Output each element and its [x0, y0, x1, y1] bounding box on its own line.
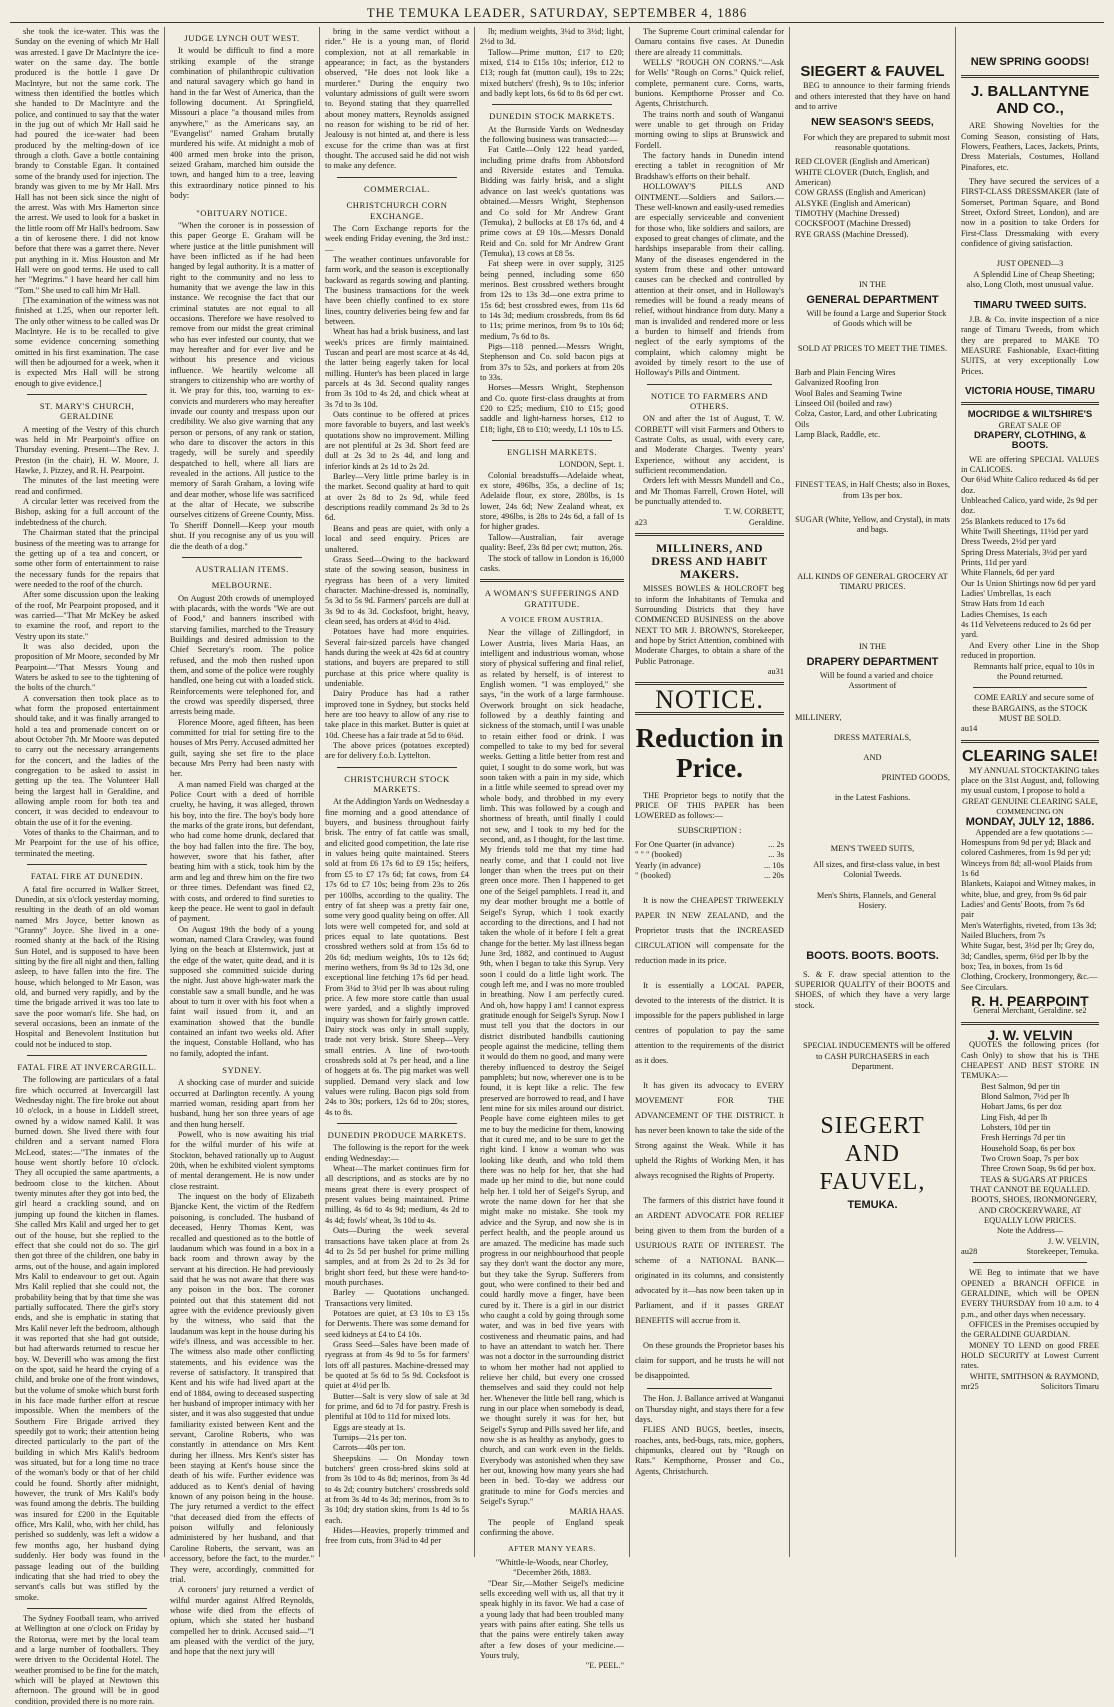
divider: [647, 384, 772, 385]
list-item: Our 6¼d White Calico reduced 4s 6d per doz.: [961, 475, 1099, 495]
list-item: Linseed Oil (boiled and raw): [795, 398, 892, 408]
list-item: in the Latest Fashions.: [834, 792, 911, 802]
list-item: Blankets, Kaiapoi and Witney makes, in white, blue, and grey, from 9s 6d pair: [961, 879, 1096, 899]
wells-ad: WELLS' "ROUGH ON CORNS."—Ask for Wells' "Rough on Corns." Quick relief, complete, permanent cure. Corns, warts, bunions. Kempthorne Prosser and Co. Agents, Christchurch.: [635, 58, 784, 109]
teas-line: FINEST TEAS, in Half Chests; also in Boxes, from 13s per box.: [795, 480, 950, 500]
great-sale-label: GREAT SALE OF: [998, 420, 1062, 430]
list-item: Lobsters, 10d per tin: [981, 1122, 1051, 1132]
stock-article: At the Addington Yards on Wednesday a fine morning and a good attendance of buyers, and business throughout fairly brisk. The entry of fat cattle was small, and elicited good competition, the late rise in values being quite maintained. Steers sold at from £6 17s 6d to £9 15s; heifers, from £5 to £7 17s 6d; fat cows, from £4 17s 6d to £7 10s; being from 23s to 26s per 100lbs, according to the quality. The entry of fat sheep was a pretty fair one, some very good quality being on offer. All lots were well competed for, and sold at prices equal to late quotations. Best crossbred wethers sold at from 15s 6d to 20s 6d; medium weights, 10s to 12s 6d; merino wethers, from 9s 3d to 12s 3d, one exceptional line fetching 17s 6d per head. From 3¼d to 3½d per lb was about ruling price. A few more store cattle than usual were yarded, and a slightly improved inquiry was shown for fairly grown cattle. Dairy stock was only in small supply, trade not very brisk. Store Sheep—Very small entries. A line of two-tooth crossbreds sold at 7s per head, and a line of hoggets at 6s. The pig market was well supplied. Demand very slack and low values were ruling. Bacon pigs sold from 24s to 30s; porkers, 12s 6d to 20s; stores, 4s to 8s.: [325, 797, 469, 1117]
farmers-orders: Orders left with Messrs Mundell and Co., and Mr Thomas Farrell, Crown Hotel, will be punctually attended to.: [635, 476, 784, 507]
list-item: Fresh Herrings 7d per tin: [981, 1133, 1066, 1143]
notice-heading: NOTICE.: [655, 685, 764, 715]
paragraph: Powell, who is now awaiting his trial for the wilful murder of his wife at Stockton, behaved rationally up to August 20th, when he exhibited violent symptoms of mental derangement. He is now under close restraint.: [170, 1130, 314, 1191]
trains-news: The trains north and south of Wanganui were unable to get through on Friday morning owing to slips at Brunswick and Fordell.: [635, 109, 784, 150]
list-item: White Twill Sheetings, 11½d per yard: [961, 527, 1089, 537]
divider: [961, 1022, 1099, 1025]
mocridge-intro: WE are offering SPECIAL VALUES in CALICOES.: [961, 454, 1099, 474]
paragraph: Tallow—Australian, fair average quality: Beef, 23s 8d per cwt; mutton, 26s.: [480, 532, 624, 553]
headline-church: ST. MARY'S CHURCH, GERALDINE: [39, 401, 135, 422]
divider: [337, 177, 457, 178]
boots-line: S. & F. draw special attention to the SUPERIOR QUALITY of their BOOTS and SHOES, of which they have a very large stock.: [795, 969, 950, 1010]
divider: [337, 767, 457, 768]
trial-evidence: she took the ice-water. This was the Sunday on the evening of which Mr Hall was arrested. I gave Dr MacIntyre the ice-water on the same day. The bottle produced is the bottle I gave Dr MacIntyre, but not the same cork. The witness then identified the bottles which she handed to Dr MacIntyre and the police, and continued to say that the water in the jug out of which Mr Hall said he had poured the ice-water had been produced by the melting-down of ice through a cloth. Gave a bottle containing brandy to Constable Egan. It contained some of the brandy used for injection. The brandy was given to me by Mr Hall. Mrs Hall has not been sick since the night of the arrest. Was with Mrs Hamerton since the arrest. We used to look for a basket in the little room off Mr Hall's bedroom. Saw a tin of kerosene there. I did not know before that there was a garret there. Never put anything in it. Miss Houston and Mr Hall were on good terms. He used to call her "Megrims." I have heard her call him "Tom." She used to call him Mr Hall.: [15, 27, 159, 295]
temuka-label: TEMUKA.: [847, 1199, 898, 1212]
headline-australian-items: AUSTRALIAN ITEMS.: [195, 563, 289, 574]
list-item: PRINTED GOODS,: [881, 772, 950, 782]
divider: [480, 579, 624, 582]
headline-commercial: COMMERCIAL.: [364, 183, 430, 194]
paragraph: Barley — Quotations unchanged. Transactions very limited.: [325, 1288, 469, 1308]
spring-goods-heading: NEW SPRING GOODS!: [970, 56, 1090, 68]
paragraph: Carrots—40s per ton.: [333, 1443, 406, 1453]
sheeting-line: A Splendid Line of Cheap Sheeting; also, Long Cloth, most unusual value.: [966, 269, 1095, 290]
ad-ref: a23: [635, 517, 648, 527]
tablet-news: The factory hands in Dunedin intend erecting a tablet in recognition of Mr Bradshaw's efforts on their behalf.: [635, 151, 784, 181]
solicitors-name: WHITE, SMITHSON & RAYMOND,: [969, 1371, 1099, 1381]
subscription-term: Yearly (in advance): [635, 860, 701, 870]
paragraph: Fat Cattle—Only 122 head yarded, including prime drafts from Abbotsford and Riverside estates and Temuka. Bidding was fairly brisk, and a slight advance on last week's quotations was obtained.—Messrs Wright, Stephenson and Co sold for Mr Andrew Grant (Temuka), 2 bullocks at £8 17s 6d, and 4 prime cows at £9 10s.—Messrs Donald Reid and Co. sold for Mr Andrew Grant (Temuka), 13 cows at £8 5s.: [480, 145, 624, 258]
ballance-news: The Hon. J. Ballance arrived at Wanganui on Thursday night, and stays there for a few days.: [635, 1394, 784, 1425]
church-article: [15, 425, 159, 859]
divider: [492, 104, 612, 105]
list-item: Best Salmon, 9d per tin: [981, 1081, 1060, 1091]
proprietor-notice: THE Proprietor begs to notify that the PRICE OF THIS PAPER has been LOWERED as follows:—: [635, 790, 784, 821]
just-opened: JUST OPENED—3: [996, 259, 1064, 269]
paragraph: Colonial breadstuffs—Adelaide wheat, ex store, 496lbs, 35s, a decline of 1s; Adelaide flour, ex store, 280lbs, is 1s lower, 24s 6d; New Zealand wheat, ex store, 496lbs, is 28s to 24s 6d, a fall of 1s for higher grades.: [480, 470, 624, 532]
paragraph: The people of England speak confirming the above.: [480, 1517, 624, 1538]
siegert-intro: BEG to announce to their farming friends and others interested that they have on hand and to arrive: [795, 81, 950, 112]
paragraph: Florence Moore, aged fifteen, has been committed for trial for setting fire to the houses of Mrs Perry. Accused admitted her guilt, saying she set fire to the place because Mrs Perry had been nasty with her.: [170, 717, 314, 779]
paragraph: The inquest on the body of Elizabeth Bjancke Kent, the victim of the Redfern poisoning, is concluded. The husband of deceased, Henry Thomas Kent, was recalled and questioned as to the bottle of laudanum which was found in a box in a back room and thrown away by the servant at his direction. He had previously said that he was not aware that there was any poison in the box. The coroner pointed out that this statement did not agree with the evidence previously given by the witness, who said that the laudanum was kept in the house during his wife's illness, and was accessible to her. The witness also made other conflicting statements, and his evidence was the reverse of satisfactory. It transpired that Kent and his wife had lived apart at the end of 1884, owing to deceased suspecting her husband of improper intimacy with her sister, and it was also suggested that undue familiarity existed between Kent and the servant, Caroline Roberts, who was constantly in attendance on Mrs Kent during her illness. Mrs Kent's sister has been staying at Kent's house since the death of his wife. Further evidence was adduced as to Kent's denial of having known of any poison being in the house. The jury returned a verdict to the effect "that deceased died from the effects of poison wilfully and feloniously administered by her husband, and that Caroline Roberts, the servant, was an accessory, before the fact, to the murder." They were, accordingly, committed for trial.: [170, 1192, 314, 1584]
inducements-line: SPECIAL INDUCEMENTS will be offered to CASH PURCHASERS in each Department.: [803, 1041, 951, 1071]
signature-haas: MARIA HAAS.: [569, 1507, 624, 1517]
paragraph: Eggs are steady at 1s.: [333, 1422, 406, 1432]
paragraph: Wheat—The market continues firm for all descriptions, and as stocks are by no means great there is every prospect of present values being maintained. Prime milling, 4s 6d to 4s 9d; medium, 4s 2d to 4s 4d; fowls' wheat, 3s 10d to 4s.: [325, 1164, 469, 1225]
drapery-items: [795, 708, 950, 808]
seeds-list: [795, 157, 950, 240]
divider: [973, 1262, 1087, 1263]
branch-offices: OFFICES in the Premises occupied by the GERALDINE GUARDIAN.: [961, 1320, 1099, 1340]
divider: [27, 1055, 147, 1056]
paragraph: The following is the report for the week ending Wednesday:—: [325, 1143, 469, 1163]
sydney-continued: bring in the same verdict without a rider." He is a young man, of florid complexion, not at all remarkable in appearance; in fact, as the bystanders observed, "He does not look like a murderer." During the enquiry two voluntary admissions of guilt were sworn to. Beyond stating that they quarrelled about money matters, Reynolds assigned no reason for wishing to be rid of her. Jealousy is not hinted at, and there is less excuse for the crime than was at first thought. The accused said he did not wish to make any defence.: [325, 27, 469, 171]
list-item: Ladies' and Gents' Boots, from 7s 6d pair: [961, 900, 1085, 920]
subscription-heading: SUBSCRIPTION :: [677, 825, 742, 835]
subscription-term: " " " (booked): [635, 850, 682, 860]
paragraph: On August 19th the body of a young woman, named Clara Crawley, was found lying on the beach at Elsternwick, just at the edge of the water, quite dead, and it is supposed she committed suicide during the night. Just above high-water mark the constable saw a small bundle, and he was about to turn it over with his foot when a faint wail issued from it, and an examination showed that the bundle contained an infant two weeks old. After the inquest, Constable Holland, who has no family, adopted the infant.: [170, 924, 314, 1058]
column-6: [790, 27, 956, 1557]
columns: [10, 27, 1104, 1706]
mocridge-heading: MOCRIDGE & WILTSHIRE'S: [967, 409, 1093, 421]
pearpoint-role: General Merchant, Geraldine.: [973, 1006, 1074, 1016]
farmers-notice: ON and after the 1st of August, T. W. CORBETT will visit Farmers and Others to Castrate Colts, as usual, with every care, and Moderate Charges. Twenty years' Experience, without any accident, is sufficient recommendation.: [635, 414, 784, 476]
headline-voice-austria: A VOICE FROM AUSTRIA.: [500, 614, 604, 624]
paragraph: Horses—Messrs Wright, Stephenson and Co. quote first-class draughts at from £20 to £25; medium, £10 to £15; good saddle and light-harness horses, £12 to £18; light, £8 to £10; weedy, L1 10s to L5.: [480, 383, 624, 434]
column-1: [10, 27, 165, 1706]
column-4: [475, 27, 630, 1671]
paragraph: Butter—Salt is very slow of sale at 3d for prime, and 6d to 7d for pastry. Fresh is plentiful at 10d to 11d for mixed lots.: [325, 1391, 469, 1422]
headline-christchurch-stock: CHRISTCHURCH STOCK MARKETS.: [344, 773, 450, 795]
invercargill-fire-article: The following are particulars of a fatal fire which occurred at Invercargill last Wednesday night. The fire broke out about 10 o'clock, in a house in Liddell street, owned by a widow named Kalil. It was burned down. She lived there with four children and a servant named Flora McLeod, states:—"The inmates of the house went shortly before 10 o'clock. They all occupied the same apartments, a bedroom close to the kitchen. About twenty minutes after they got into bed, the girl heard a crackling sound, and on jumping up found the kitchen in flames. She called Mrs Kalil and urged her to get out of the house, but she replied to the effect that she could not do so. The girl then got three of the children, one baby in arms, out of the house, and again implored Mrs Kalil to endeavour to get out. Again Mrs Kalil replied that she could not, the probability being that by that time she was partially suffocated. There the girl's story ends, and she is emphatic in stating that Mrs Kalil never left the bedroom, although it was reported that she had got outside, but had afterwards returned to rescue her boy. W. Deverill who was among the first on the spot, said he heard the crying of a child, and broke one of the front windows, but the volume of smoke which burst forth in his face made further effort at rescue impossible. When the members of the Southern Fire Brigade arrived they speedily got to work; their attention being directed particularly to the part of the building in which Mrs Kalil's bedroom was situated, but for a long time no trace of the woman's body or that of her child could be found. Shortly after midnight, however, the trunk of Mrs Kalil's body was found among the debris. The building was insured for £200 in the Equitable office, Mrs Kalil, who, with her child, has perished so suddenly, was left a widow a few months ago, her husband dying suddenly. Her body was found in the passage leading out of the building indicating that she had tried to obey the servant's calls but was stifled by the smoke.: [15, 1075, 159, 1602]
list-item: Unbleached Calico, yard wide, 2s 9d per doz.: [961, 496, 1098, 516]
list-item: Ladies Chemises, 1s each: [961, 609, 1048, 619]
great-clearing-sale: GREAT GENUINE CLEARING SALE,: [962, 796, 1098, 806]
paragraph: After some discussion upon the leaking of the roof, Mr Pearpoint proposed, and it was carried—"That Mr McKey be asked to examine the roof, and report to the Vestry upon its state.": [15, 590, 159, 641]
obituary-notice: "When the coroner is in possession of this paper George E. Graham will be where justice at the little punishment will have been inflicted as if he had been hanged by legal authority. It is a matter of right to the community and no less to humanity that we avenge the law in this instance. We recognise the fact that our criminal statutes are not equal to all occasions. Therefore we have resolved to remove from our midst the great criminal who has ever infested our county, that we may hereafter and for ever live and be without his presence and vicious influence. We heartily welcome all strangers to citizenship who are worthy of it. We pray for this, too, warning to ex-convicts and murderers who may hereafter invade our county and trespass upon our credibility. We also give warning that any person or persons, of any rank or station, who dare to discover the actors in this tragedy, will be surely and speedily despatched to hell, where all liars are revealed in the actions. All justice to the memory of Sarah Graham, a loving wife and dear mother, whose life was sacrificed at the altar of Hecate, we subscribe ourselves citizens of Greene County, Miss. To Sheriff Donnell—Keep your mouth shut. If you recognise any of us you will die the death of a dog.": [170, 220, 314, 551]
list-item: WHITE CLOVER (Dutch, English, and American): [795, 167, 929, 188]
commencing-label: COMMENCING ON: [996, 806, 1064, 816]
drapery-department-heading: DRAPERY DEPARTMENT: [806, 655, 939, 668]
paragraph: Turnips—21s per ton.: [333, 1433, 407, 1443]
list-item: Colza, Castor, Lard, and other Lubricating Oils: [795, 409, 937, 429]
divider: [27, 394, 147, 395]
paragraph: The above prices (potatoes excepted) are for delivery f.o.b. Lyttelton.: [325, 741, 469, 761]
headline-sydney: SYDNEY.: [222, 1065, 262, 1075]
paragraph: The Chairman stated that the principal business of the meeting was to arrange for the getting up of a tea and concert, or some other form of entertainment to raise the necessary funds for the repairs that were needed to the roof of the church.: [15, 528, 159, 589]
column-5: [630, 27, 790, 1557]
local-paragraph: It is essentially a LOCAL PAPER, devoted to the interests of the district. It is impossible for the papers published in large centres of population to pay the same attention to the requirements of the district as it does.: [635, 981, 784, 1066]
dunedin-fire-article: A fatal fire occurred in Walker Street, Dunedin, at six o'clock yesterday morning, resulting in the death of an old woman named Mrs Joyce, better known as "Granny" Joyce. She lived in a one-roomed shanty at the back of the Rising Sun Hotel, and is supposed to have been sitting by the fire all night and then, falling asleep, to have fallen into the fire. The house, which belonged to Mr Eason, was old, and burned very rapidly, and by the time the brigade arrived it was too late to save the poor woman's life. She had, on several occasions, been an inmate of the Hospital and Benevolent Institution but could not be induced to stop.: [15, 884, 159, 1049]
list-item: Ladies' Umbrellas, 1s each: [961, 589, 1051, 599]
football-article: The Sydney Football team, who arrived at Wellington at one o'clock on Friday by the Rotorua, were met by the local team and a large number of footballers. They were driven to the Occidental Hotel. The weather promised to be fine for the match, which will be played at Newtown this afternoon. The ground will be in good condition, provided there is no more rain.: [15, 1613, 159, 1706]
pearpoint-heading: R. H. PEARPOINT: [971, 993, 1089, 1010]
headline-womans-sufferings: A WOMAN'S SUFFERINGS AND GRATITUDE.: [484, 588, 620, 609]
come-early: COME EARLY and secure some of these BARGAINS, as the STOCK MUST BE SOLD.: [972, 693, 1094, 723]
list-item: Galvanized Roofing Iron: [795, 378, 879, 388]
siegert-fauvel-heading: SIEGERT & FAUVEL: [800, 63, 945, 80]
paragraph: A conversation then took place as to what form the proposed entertainment should take, and it was finally arranged to hold a tea and promenade concert on or about October 7th. Mr Moore was deputed to carry out the necessary arrangements for the concert, and the ladies of the congregation to be asked to assist in getting up the tea. The Volunteer Hall being the largest hall in Geraldine, and allowing ample room for both tea and concert, it was decided to endeavour to obtain the use of it for the evening.: [15, 693, 159, 827]
in-the-label: IN THE: [858, 280, 887, 290]
list-item: Household Soap, 6s per box: [981, 1143, 1076, 1153]
mocridge-remnants: Remnants half price, equal to 10s in the Pound returned.: [973, 661, 1095, 681]
boots-shoes-line: BOOTS, SHOES, IRONMONGERY, AND CROCKERYWARE, AT EQUALLY LOW PRICES.: [971, 1195, 1097, 1225]
velvin-role: Storekeeper, Temuka.: [1026, 1247, 1099, 1257]
reduction-heading: Reduction in Price.: [635, 722, 784, 783]
tallow-paragraph: Tallow—Prime mutton, £17 to £20; mixed, £14 to £15s 10s; inferior, £12 to £13; rough fat (mutton caul), 19s to 22s; mixed butchers' (fresh), 9s to 10s; inferior and badly kept lots, 6s 6d to 8s 6d per cwt.: [480, 47, 624, 99]
drapery-intro: Will be found a varied and choice Assortment of: [819, 671, 934, 691]
in-the-label: IN THE: [858, 642, 887, 652]
paragraph: Sheepskins — On Monday town butchers' green cross-bred skins sold at from 3s 10d to 4s 8d; merinos, from 3s 4d to 4s 2d; country butchers' crossbreds sold at from 3s 4d to 4s 3d; merinos, from 3s to 3s 10d; dry station skins, from 1s 4d to 5s each.: [325, 1453, 469, 1525]
list-item: MILLINERY,: [795, 712, 842, 722]
list-item: White Sugar, best, 3½d per lb; Grey do, 3d; Candles, sperm, 6½d per lb by the box; Tea, in boxes, from 1s 6d: [961, 941, 1095, 972]
subscription-term: " (booked): [635, 871, 671, 880]
list-item: 25s Blankets reduced to 17s 6d: [961, 516, 1066, 526]
ballantyne-ad: ARE Showing Novelties for the Coming Season, consisting of Hats, Flowers, Feathers, Laces, Jackets, Prints, Dress Materials, Costumes, Holland Pinafores, etc.: [961, 121, 1099, 172]
headline-after-many-years: AFTER MANY YEARS.: [508, 1544, 596, 1554]
signature-peel: "E. PEEL.": [585, 1661, 624, 1671]
letter-address: "Whittle-le-Woods, near Chorley, "December 26th, 1883.: [495, 1557, 609, 1578]
farmers-paragraph: The farmers of this district have found it an ARDENT ADVOCATE FOR RELIEF being given to them from the burden of a USURIOUS RATE OF INTEREST. The scheme of a NATIONAL BANK—originated in its columns, and consistently advocated by it—has now been taken up in Parliament, and if it passes GREAT BENEFITS will accrue from it.: [635, 1196, 784, 1326]
list-item: 4s 11d Velveteens reduced to 2s 6d per yard.: [961, 620, 1092, 640]
velvin-intro: QUOTES the following prices (for Cash Only) to show that his is THE CHEAPEST AND BEST STORE IN TEMUKA:—: [961, 1040, 1099, 1081]
paragraph: The stock of tallow in London is 16,000 casks.: [480, 553, 624, 573]
subscription-table: [635, 840, 784, 881]
list-item: Clothing, Crockery, Ironmongery, &c.—See Circulars.: [961, 972, 1098, 992]
drapery-clothing-boots-heading: DRAPERY, CLOTHING, & BOOTS.: [973, 429, 1087, 452]
divider: [337, 1123, 457, 1124]
headline-dunedin-stock: DUNEDIN STOCK MARKETS.: [489, 111, 615, 122]
subscription-price: ... 20s: [763, 871, 784, 880]
testimonial-article: Near the village of Zillingdorf, in Lower Austria, lives Maria Haas, an intelligent and industrious woman, whose story of physical suffering and final relief, as related by herself, is of interest to English women. "I was employed," she says, "in the work of a large farmhouse. Overwork brought on sick headache, followed by a deathly fainting and sickness of the stomach, until I was unable to retain either food or drink. I was compelled to take to my bed for several weeks. Getting a little better from rest and quiet, I sought to do some work, but was soon taken with a pain in my side, which in a little while seemed to spread over my whole body, and throbbed in my every limb. This was followed by a cough and shortness of breath, until finally I could not sew, and I took to my bed for the second, and, as I thought, for the last time. My friends told me that my time had nearly come, and that I could not live longer than when the trees put on their green once more. Then I happened to get one of the Seigel pamphlets. I read it, and my dear mother brought me a bottle of Seigel's Syrup, which I took exactly according to the directions, and I had not taken the whole of it before I felt a great change for the better. My last illness began June 3rd, 1882, and continued to August 9th, when I began to take this Syrup. Very soon I could do a little light work. The cough left me, and I was no more troubled in breathing. Now I am perfectly cured. And oh, how happy I am! I cannot express gratitude enough for Seigel's Syrup. Now I must tell you that the doctors in our district distributed handbills cautioning people against the medicine, telling them it would do them no good, and many were thereby influenced to destroy the Seigel pamphlets; but now, wherever one is to be found, it is kept like a relic. The few preserved are borrowed to read, and I have lent mine for six miles around our district. People have come eighteen miles to get me to buy the medicine for them, knowing that it cured me, and to be sure to get the right kind. I know a woman who was looking like death, and who told them there was no help for her, that she had made up her mind to die, but none could help her. I told her of Seigel's Syrup, and wrote the name down for her that she might make no mistake. She took my advice and the Syrup, and now she is in perfect health, and the people around us are amazed. The medicine has made such progress in our neighbourhood that people say they don't want the doctor any more, but they take the Syrup. Sufferers from gout, who were confined to their bed and could hardly move a finger, have been cured by it. There is a girl in our district who caught a cold by going through some water, and was in bed five years with costiveness and rheumatic pains, and had to have an attendant to watch her. There was not a doctor in the surrounding district to whom her mother had not applied to relieve her child, but every one crossed themselves and said they could not help her. Whenever the little bell rang, which is rung in our place when somebody is dead, we thought surely it was for her, but Seigel's Syrup and Pills saved her life, and now she is as healthy as anybody, goes to church, and can work even in the fields. Everybody was astonished when they saw her out, knowing how many years she had been in bed. To-day we address our gratitude to mine for God's mercies and Seigel's Syrup.": [480, 628, 624, 1507]
headline-corn-exchange: CHRISTCHURCH CORN EXCHANGE.: [346, 200, 448, 221]
list-item: TIMOTHY (Machine Dressed): [795, 209, 900, 219]
ballantyne-heading-2: AND CO.,: [996, 100, 1064, 118]
list-item: RYE GRASS (Machine Dressed).: [795, 229, 909, 239]
ad-ref: se2: [1075, 1006, 1087, 1016]
sugar-line: SUGAR (White, Yellow, and Crystal), in mats and bags.: [795, 514, 950, 535]
velvin-signature: J. W. VELVIN,: [1048, 1236, 1099, 1246]
paragraph: A shocking case of murder and suicide occurred at Darlington recently. A young married woman, residing apart from her husband, hung her son three years of age and then hung herself.: [170, 1078, 314, 1129]
column-2: [165, 27, 320, 1657]
divider: [961, 402, 1099, 405]
subscription-price: ... 10s: [763, 860, 784, 870]
mens-tweed-heading: MEN'S TWEED SUITS,: [830, 843, 915, 853]
flies-ad: FLIES AND BUGS, beetles, insects, roaches, ants, bed-bugs, rats, mice, gophers, chipmunks, cleared out by "Rough on Rats." Kempthorne, Prosser and Co., Agents, Christchurch.: [635, 1425, 784, 1476]
list-item: Straw Hats from 1d each: [961, 599, 1045, 609]
paragraph: Barley—Very little prime barley is in the market. Second quality at hard to quit at over 2s 8d to 2s 9d, while feed descriptions readily command 2s 3d to 2s 6d.: [325, 472, 469, 523]
paragraph: Dairy Produce has had a rather improved tone in Sydney, but stocks held here are too heavy to allow of any rise to take place in this market. Butter is quiet at 10d. Cheese has a fair trade at 5d to 6¼d.: [325, 689, 469, 740]
general-intro: Will be found a Large and Superior Stock of Goods which will be: [806, 308, 947, 329]
seeds-intro: For which they are prepared to submit most reasonable quotations.: [803, 132, 950, 153]
list-item: COCKSFOOT (Machine Dressed): [795, 219, 911, 229]
divider: [27, 1608, 147, 1609]
headline-obituary: "OBITUARY NOTICE.: [196, 207, 288, 218]
farmers-signature: T. W. CORBETT,: [724, 507, 784, 517]
produce-continued: lb; medium weights, 3¼d to 3½d; light, 2½d to 3d.: [480, 27, 624, 47]
address-note: Note the Address—: [996, 1226, 1064, 1236]
ballantyne-heading: J. BALLANTYNE: [970, 83, 1090, 101]
divider: [961, 740, 1099, 743]
ballantyne-dressmaker: They have secured the services of a FIRST-CLASS DRESSMAKER (late of Somerset, Portman Square, and Bond Street, Oxford Street, London), and are now in a position to take Orders for First-Class Dressmaking with every confidence of giving satisfaction.: [961, 177, 1099, 249]
list-item: Prints, 11d per yard: [961, 558, 1027, 568]
mocridge-items: [961, 475, 1099, 641]
list-item: Dress Tweeds, 2½d per yard: [961, 537, 1057, 547]
cheapest-paragraph: It is now the CHEAPEST TRIWEEKLY PAPER IN NEW ZEALAND, and the Proprietor trusts that the INCREASED CIRCULATION will compensate for the reduction made in its price.: [635, 896, 784, 966]
divider: [973, 687, 1087, 688]
list-item: Our 1s Union Shirtings now 6d per yard: [961, 578, 1096, 588]
list-item: Wool Bales and Seaming Twine: [795, 388, 902, 398]
clearing-items: [961, 838, 1099, 993]
pearpoint-line: [961, 1006, 1099, 1016]
velvin-items: [961, 1082, 1099, 1175]
divider: [182, 557, 302, 558]
subscription-row: [635, 871, 784, 881]
headline-invercargill-fire: FATAL FIRE AT INVERCARGILL.: [17, 1062, 157, 1072]
teas-sugars-line: TEAS & SUGARS AT PRICES THAT CANNOT BE EQUALLED.: [970, 1174, 1090, 1194]
ad-ref: au14: [961, 724, 978, 734]
subscription-row: [635, 861, 784, 871]
list-item: White Flannels, 6d per yard: [961, 568, 1055, 578]
velvin-heading: J. W. VELVIN: [987, 1026, 1073, 1043]
subscription-price: ... 2s: [768, 839, 784, 849]
solicitors-footer: [961, 1382, 1099, 1392]
divider: [27, 864, 147, 865]
column-7: [956, 27, 1104, 1557]
paragraph: Oats—During the week several transactions have taken place at from 2s 4d to 2s 5d per bushel for prime milling samples, and at from 2s 2d to 2s 3d for bright short feed, but these were hand-to-mouth purchases.: [325, 1226, 469, 1287]
divider: [647, 1388, 772, 1389]
headline-dunedin-produce: DUNEDIN PRODUCE MARKETS.: [327, 1130, 467, 1141]
monday-date-heading: MONDAY, JULY 12, 1886.: [965, 816, 1095, 829]
new-season-seeds-heading: NEW SEASON'S SEEDS,: [811, 116, 934, 129]
ad-place: Geraldine.: [748, 517, 784, 527]
velvin-footer: [961, 1247, 1099, 1257]
branch-money: MONEY TO LEND on good FREE HOLD SECURITY at Lowest Current rates.: [961, 1340, 1099, 1371]
headline-milliners: MILLINERS, AND DRESS AND HABIT MAKERS.: [651, 541, 768, 582]
paragraph: Grass Seed—Sales have been made of ryegrass at from 4s 9d to 5s for farmers' lots off all pastures. Machine-dressed may be quoted at 5s 6d to 5s 9d. Cocksfoot is quiet at 4½d per lb.: [325, 1339, 469, 1391]
trial-note: [The examination of the witness was not finished at 1.25, when our reporter left. The only other witness to be called was Dr MacIntyre. He is to be recalled to give some evidence concerning something omitted in his first examination. The case will then be adjourned for a week, when it is expected Mrs Hall will be strong enough to give evidence.]: [15, 295, 159, 388]
list-item: Lamp Black, Raddle, etc.: [795, 429, 881, 439]
holloway-ad: HOLLOWAY'S PILLS AND OINTMENT.—Soldiers and Sailors.—These well-known and easily-used remedies are especially serviceable and convenient for those who, like soldiers and sailors, are exposed to great changes of climate, and the hardships inseparable from their calling. Many of the diseases engendered in the system from these and other untoward causes can be checked and controlled by attention at their onset, and in Holloway's remedies will be found a ready means of relief, without hindrance from duty. Many a man is invalided and rendered more or less a burden to himself and friends from neglect of the early symptoms of the complaint, which calomny might be avoided by timely resort to the use of Holloway's Pills and Ointment.: [635, 182, 784, 378]
tweed-line: All sizes, and first-class value, in best Colonial Tweeds.: [813, 860, 940, 880]
advocacy-paragraph: It has given its advocacy to EVERY MOVEMENT FOR THE ADVANCEMENT OF THE DISTRICT. It has never been known to take the side of the Strong against the Weak. While it has upheld the Rights of Working Men, it has always recognised the Rights of Property.: [635, 1081, 784, 1181]
divider: [492, 440, 612, 441]
divider: [635, 533, 784, 536]
paragraph: Votes of thanks to the Chairman, and to Mr Pearpoint for the use of his office, terminated the meeting.: [15, 828, 159, 858]
paragraph: The Corn Exchange reports for the week ending Friday evening, the 3rd inst.:—: [325, 223, 469, 254]
victoria-house-heading: VICTORIA HOUSE, TIMARU: [964, 385, 1095, 397]
list-item: Homespuns from 9d per yd; Black and colored Cashmeres, from 1s 9d per yd; Winceys from 8d; all-wool Plaids from 1s 6d: [961, 837, 1093, 878]
paragraph: A coroners' jury returned a verdict of wilful murder against Alfred Reynolds, whose wife died from the effects of opium, which she stated her husband compelled her to drink. Accused said—"I am pleased with the verdict of the jury, and hope that the next jury will: [170, 1585, 314, 1657]
headline-melbourne: MELBOURNE.: [211, 580, 273, 591]
paragraph: Beans and peas are quiet, with only a local and seed enquiry. Prices are unaltered.: [325, 523, 469, 554]
headline-lynch: JUDGE LYNCH OUT WEST.: [184, 33, 300, 43]
solicitors-role: Solicitors Timaru: [1040, 1382, 1099, 1392]
list-item: AND: [863, 752, 882, 762]
big-line: FAUVEL,: [819, 1169, 926, 1196]
list-item: Spring Dress Materials, 3½d per yard: [961, 547, 1087, 557]
general-items: [795, 368, 950, 440]
headline-dunedin-fire: FATAL FIRE AT DUNEDIN.: [30, 871, 144, 882]
grounds-paragraph: On these grounds the Proprietor bases his claim for support, and he trusts he will not be disappointed.: [635, 1341, 784, 1381]
list-item: Blond Salmon, 7½d per lb: [981, 1091, 1070, 1101]
big-line: SIEGERT AND: [820, 1113, 925, 1168]
subscription-row: [635, 840, 784, 850]
list-item: Three Crown Soap, 9s 6d per box.: [981, 1164, 1096, 1174]
paragraph: Fat sheep were in over supply, 3125 being penned, including some 650 merinos. Best crossbred wethers brought from 12s to 13s 3d—one extra prime to 15s 6d; best crossbred ewes, from 11s 6d to 14s 3d; medium crossbreds, from 8s 6d to 11s; prime merinos, from 9s to 10s 6d; medium, 7s 6d to 8s.: [480, 259, 624, 341]
list-item: Barb and Plain Fencing Wires: [795, 367, 896, 377]
paragraph: Grass Seed—Owing to the backward state of the sowing season, business in ryegrass has been of a very limited character. Machine-dressed is, nominally, 5s 3d to 5s 9d. Farmers' parcels are dull at 3s 9d to 4s 3d. Cocksfoot, bright, heavy, clean seed, has orders at 4½d to 4¾d.: [325, 554, 469, 626]
ad-ref: mr25: [961, 1382, 979, 1392]
clearing-sale-heading: CLEARING SALE!: [962, 747, 1098, 765]
list-item: Two Crown Soap, 7s per box: [981, 1153, 1079, 1163]
quotations-intro: Appended are a few quotations :—: [975, 827, 1093, 837]
timaru-tweed-heading: TIMARU TWEED SUITS.: [973, 299, 1087, 311]
shirts-line: Men's Shirts, Flannels, and General Hosiery.: [816, 890, 937, 911]
mocridge-other: And Every other Line in the Shop reduced in proportion.: [961, 640, 1099, 661]
milliners-ad: MISSES BOWLES & HOLCROFT beg to inform the Inhabitants of Temuka and Surrounding Districts that they have COMMENCED BUSINESS on the above NEXT TO MR J. BROWN'S, Storekeeper, and hope by Strict Attention, combined with Moderate Charges, to obtain a share of the Public Patronage.: [635, 584, 784, 666]
paragraph: Oats continue to be offered at prices more favorable to buyers, and last week's quotations show no improvement. Milling are not plentiful at 2s 3d. Short feed are dull at 2s 3d to 2s 4d, and long and inferior kinds at 2s 1d to 2s 2d.: [325, 410, 469, 471]
subscription-term: For One Quarter (in advance): [635, 839, 735, 849]
list-item: RED CLOVER (English and American): [795, 157, 930, 167]
headline-notice-farmers: NOTICE TO FARMERS AND OTHERS.: [650, 390, 769, 412]
paragraph: Hides—Heavies, properly trimmed and free from cuts, from 3¾d to 4d per: [325, 1526, 469, 1546]
headline-english-markets: ENGLISH MARKETS.: [506, 447, 598, 458]
subscription-row: [635, 850, 784, 860]
sold-line: SOLD AT PRICES TO MEET THE TIMES.: [797, 343, 948, 353]
clearing-intro: MY ANNUAL STOCKTAKING takes place on the 31st August, and, following my usual custom, I propose to hold a: [961, 765, 1099, 796]
lynch-article: It would be difficult to find a more striking example of the strange combination of philanthropic cultivation and natural savagery which go hand in hand in the far West of America, than the following document. At Springfield, Missouri a place "a thousand miles from anywhere," as the Americans say, an "Evangelist" named Graham brutally murdered his wife. At midnight a mob of 400 armed men broke into the prison, seized Graham, marched him outside the town, and hanged him to a tree, leaving this extraordinary notice pinned to his body:: [170, 46, 314, 201]
paragraph: The weather continues unfavorable for farm work, and the season is exceptionally backward as regards sowing and planting. The business transactions for the week have been chiefly confined to ex store lines, country deliveries being few and far between.: [325, 254, 469, 326]
list-item: ALSYKE (English and American): [795, 198, 911, 208]
farmers-footer: [635, 518, 784, 528]
boots-heading: BOOTS. BOOTS. BOOTS.: [806, 950, 939, 963]
paragraph: A meeting of the Vestry of this church was held in Mr Pearpoint's office on Thursday evening. Present—The Rev. J. Preston (in the chair), H. W. Moore, J. Hawke, J. Pizzey, and R. H. Pearpoint.: [15, 424, 159, 476]
paragraph: Potatoes are quiet, at £3 10s to £3 15s for Derwents. There was some demand for seed kidneys at £4 to £4 10s.: [325, 1308, 469, 1339]
siegert-fauvel-big: [795, 1112, 950, 1196]
list-item: Hobart Jams, 6s per doz: [981, 1102, 1062, 1112]
divider: [961, 75, 1099, 78]
list-item: DRESS MATERIALS,: [833, 732, 912, 742]
paragraph: A man named Field was charged at the Police Court with a deed of horrible cruelty, he having, it was alleged, thrown his boy, into the fire. The boy's body bore the marks of the grate irons, but defendant, who had come home drunk, declared that the boy had fallen into the fire. The boy, however, swore that his father, after beating him with a stick, took him by the arm and leg and threw him on the fire two or three times. Defendant was fined £2, with costs, and ordered to find sureties to keep the peace. He went to gaol in default of payment.: [170, 779, 314, 924]
paragraph: It was also decided, upon the proposition of Mr Moore, seconded by Mr Pearpoint—"That Messrs Young and Waters be asked to see to the tightening of the bolts of the church.": [15, 641, 159, 693]
ad-ref: au28: [961, 1247, 978, 1257]
general-department-heading: GENERAL DEPARTMENT: [806, 293, 939, 306]
branch-office-ad: WE Beg to intimate that we have OPENED a BRANCH OFFICE in GERALDINE, which will be OPEN EVERY THURSDAY from 10 a.m. to 4 p.m., and other days when necessary.: [961, 1268, 1099, 1319]
court-news: The Supreme Court criminal calendar for Oamaru contains five cases. At Dunedin there are already 11 committals.: [635, 27, 784, 57]
list-item: COW GRASS (English and American): [795, 188, 926, 198]
grocery-line: ALL KINDS OF GENERAL GROCERY AT TIMARU PRICES.: [797, 571, 948, 591]
dateline: LONDON, Sept. 1.: [559, 460, 624, 470]
ad-ref: au31: [767, 666, 784, 676]
paragraph: The minutes of the last meeting were read and confirmed.: [15, 476, 159, 496]
letter-body: "Dear Sir,—Mother Seigel's medicine sells exceeding well with us, all that try it speak highly in its favor. We had a case of a young lady that had been troubled many years with pains after eating. She tells us that the pains were entirely taken away after a few doses of your medicine.—Yours truly,: [480, 1578, 624, 1660]
paragraph: On August 20th crowds of unemployed with placards, with the words "We are out of Food," and banners inscribed with starving families, marched to the Treasury Buildings and desired admission to the Chief Secretary's room. The police refused, and the mob then rushed upon them, and some of the police were roughly handled, one being cut with a loaded stick. Reinforcements were telephoned for, and the crowd was speedily dispersed, three arrests being made.: [170, 593, 314, 717]
paragraph: Pigs—118 penned.—Messrs Wright, Stephenson and Co. sold bacon pigs at from 37s to 52s, and porkers at from 20s to 33s.: [480, 341, 624, 382]
paragraph: A circular letter was received from the Bishop, asking for a full account of the indebtedness of the church.: [15, 497, 159, 527]
paragraph: Wheat has had a brisk business, and last week's prices are firmly maintained. Tuscan and pearl are most scarce at 4s 4d, the latter being eagerly taken for local milling. Hunter's has been placed in large parcels at 4s 3d. Second quality ranges from 3s 10d to 4s 2d, and chick wheat at 3s 7d to 3s 10d.: [325, 327, 469, 409]
subscription-price: ... 3s: [768, 850, 784, 860]
list-item: Men's Waterfights, riveted, from 13s 3d; Nailed Bluchers, from 7s: [961, 920, 1097, 941]
paragraph: At the Burnside Yards on Wednesday the following business was transacted:—: [480, 124, 624, 145]
tweed-ad: J.B. & Co. invite inspection of a nice range of Timaru Tweeds, from which they are prepared to MAKE TO MEASURE Fashionable, Exact-fitting SUITS, at very exceptionally Low Prices.: [961, 314, 1099, 376]
column-3: [320, 27, 475, 1557]
paragraph: Potatoes have had more enquiries. Several fair-sized parcels have changed hands during the week at 42s 6d at country stations, and buyers are prepared to still purchase at this price where quality is undeniable.: [325, 627, 469, 688]
list-item: Ling Fish, 4d per lb: [981, 1112, 1048, 1122]
masthead: THE TEMUKA LEADER, SATURDAY, SEPTEMBER 4, 1886: [10, 4, 1104, 23]
